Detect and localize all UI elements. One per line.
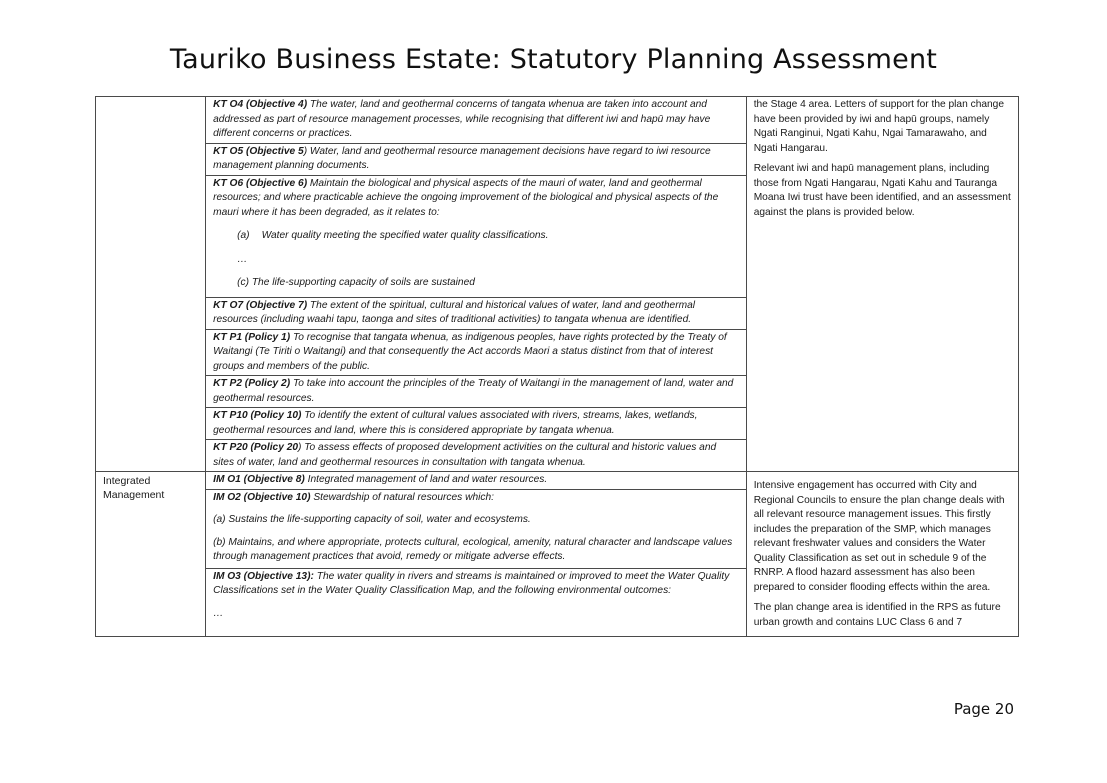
objective-text: The extent of the spiritual, cultural and historical values of water, land and geothermal resources (including waahi tapu, taonga and sites of traditional activities) to tangata whenua are identified. (213, 299, 696, 325)
objective-text: Maintain the biological and physical aspects of the mauri of water, land and geothermal resources; and where practicable achieve the ongoing improvement of the biological and physical aspects of the mauri where it has been degraded, as it relates to: (213, 177, 719, 218)
page-number: Page 20 (953, 700, 1014, 718)
page-title: Tauriko Business Estate: Statutory Planning Assessment (169, 44, 938, 75)
policy-kt-p2 (206, 376, 746, 408)
list-item-text: (b) Maintains, and where appropriate, protects cultural, ecological, amenity, natural character and landscape values through management practices that avoid, remedy or mitigate adverse effects. (213, 536, 733, 562)
objective-code: IM O1 (Objective 8) (213, 474, 305, 485)
objective-kt-o5 (206, 144, 746, 176)
objective-kt-o7 (206, 298, 746, 330)
objective-code: KT O4 (Objective 4) (213, 99, 308, 110)
objective-text: Stewardship of natural resources which: (310, 491, 494, 503)
objective-kt-o4 (206, 97, 746, 144)
comments-cell (746, 472, 1018, 637)
objective-text: Integrated management of land and water resources. (304, 474, 548, 485)
policy-text: To take into account the principles of the Treaty of Waitangi in the management of land, water and geothermal resources. (213, 378, 734, 404)
list-item-text: (c) The life-supporting capacity of soils are sustained (237, 277, 475, 288)
objective-code: KT O5 (Objective 5 (213, 145, 304, 157)
policy-kt-p10 (206, 408, 746, 440)
category-cell (96, 97, 206, 472)
objective-im-o3 (206, 569, 746, 625)
comment-paragraph: Intensive engagement has occurred with City and Regional Councils to ensure the plan change deals with all relevant resource management issues. This firstly includes the preparation of the SMP, which manages relevant freshwater values and considers the Water Quality Classification as set out in schedule 9 of the RNRP. A flood hazard assessment has also been prepared to consider flooding effects within the area. (753, 480, 1005, 593)
policy-code: KT P1 (Policy 1) (213, 331, 291, 343)
list-item-text: (a) Sustains the life-supporting capacity of soil, water and ecosystems. (213, 514, 531, 525)
objectives-cell (206, 472, 747, 637)
table-row-kaitiakitanga (96, 97, 1019, 472)
objective-im-o1 (206, 472, 746, 490)
objective-text: The water quality in rivers and streams is maintained or improved to meet the Water Quality Classifications set in the Water Quality Classification Map, and the following environmental outcomes: (213, 570, 730, 596)
objectives-cell (206, 97, 747, 472)
objective-kt-o6 (206, 176, 746, 298)
objective-text: The water, land and geothermal concerns of tangata whenua are taken into account and addressed as part of resource management processes, while recognising that different iwi and hapū may have different concerns or practices. (213, 99, 711, 139)
ellipsis: … (237, 253, 248, 265)
category-cell: Integrated Management (96, 472, 206, 637)
policy-kt-p20 (206, 440, 746, 471)
objective-text: ) Water, land and geothermal resource management decisions have regard to iwi resource management planning documents. (213, 145, 711, 171)
policy-kt-p1 (206, 330, 746, 377)
assessment-table (95, 96, 1019, 637)
objective-code: IM O2 (Objective 10) (213, 491, 311, 503)
list-item-label: (a) (237, 230, 250, 241)
objective-code: IM O3 (Objective 13): (213, 570, 314, 582)
ellipsis: … (213, 607, 224, 619)
comment-paragraph: Relevant iwi and hapū management plans, including those from Ngati Hangarau, Ngati Kahu and Tauranga Moana Iwi trust have been identified, and an assessment against the plans is provided below. (753, 163, 1011, 218)
policy-text: To identify the extent of cultural values associated with rivers, streams, lakes, wetlands, geothermal resources and land, where this is considered appropriate by tangata whenua. (213, 410, 698, 436)
policy-code: KT P2 (Policy 2) (213, 378, 291, 389)
objective-code: KT O7 (Objective 7) (213, 299, 308, 311)
comment-paragraph: The plan change area is identified in the RPS as future urban growth and contains LUC Class 6 and 7 (753, 602, 1001, 628)
policy-code: KT P20 (Policy 20 (213, 442, 299, 453)
policy-text: ) To assess effects of proposed development activities on the cultural and historic values and sites of water, land and geothermal resources in consultation with tangata whenua. (213, 442, 717, 468)
objective-code: KT O6 (Objective 6) (213, 177, 308, 189)
objective-im-o2 (206, 490, 746, 569)
comments-cell (746, 97, 1018, 472)
list-item-text: Water quality meeting the specified water quality classifications. (261, 230, 549, 241)
comment-paragraph: the Stage 4 area. Letters of support for the plan change have been provided by iwi and hapū groups, namely Ngati Ranginui, Ngati Kahu, Ngai Tamarawaho, and Ngati Hangarau. (753, 99, 1005, 154)
policy-code: KT P10 (Policy 10) (213, 410, 302, 421)
table-row-integrated-management (96, 472, 1019, 637)
policy-text: To recognise that tangata whenua, as indigenous peoples, have rights protected by the Treaty of Waitangi (Te Tiriti o Waitangi) and that consequently the Act accords Maori a status distinct from that of interest groups and members of the public. (213, 331, 727, 372)
